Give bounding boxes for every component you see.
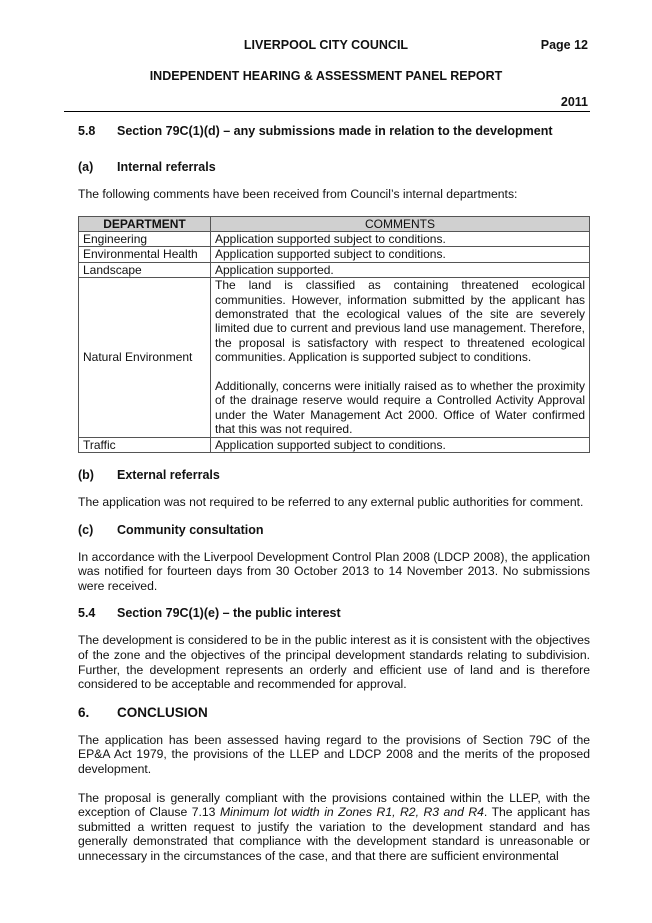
comment-cell: Application supported subject to conditions.: [211, 247, 590, 262]
subsection-title: Community consultation: [117, 522, 264, 537]
column-header-comments: COMMENTS: [211, 216, 590, 231]
table-row: [79, 262, 590, 277]
comment-paragraph: The land is classified as containing threatened ecological communities. However, information submitted by the applicant has demonstrated that the ecological values of the site are severely limited due to current and previous land use management. Therefore, the proposal is satisfactory with respect to threatened ecological communities. Application is supported subject to conditions.: [215, 278, 585, 365]
conclusion-text: . The applicant has submitted a written request to justify the variation to the development standard and has generally demonstrated that compliance with the development standard is unreasonable or unnecessary in the circumstances of the case, and that there are sufficient environmental: [78, 805, 590, 863]
section-number: 5.4: [78, 606, 96, 621]
section-number: 5.8: [78, 124, 96, 138]
department-cell: Traffic: [79, 437, 211, 452]
conclusion-paragraph-1: The application has been assessed having regard to the provisions of Section 79C of the EP&A Act 1979, the provisions of the LLEP and LDCP 2008 and the merits of the proposed development.: [78, 732, 590, 777]
section-5-8-heading: [78, 124, 590, 138]
department-cell: Landscape: [79, 262, 211, 277]
subsection-number: (c): [78, 522, 94, 537]
subsection-b-heading: [78, 468, 590, 482]
section-title: Section 79C(1)(e) – the public interest: [117, 606, 341, 621]
council-name: LIVERPOOL CITY COUNCIL: [243, 38, 409, 52]
header-divider: [64, 111, 590, 112]
comment-paragraph: Additionally, concerns were initially raised as to whether the proximity of the drainage reserve would require a Controlled Activity Approval under the Water Management Act 2000. Office of Water confirmed that this was not required.: [215, 379, 585, 437]
department-cell: Natural Environment: [79, 278, 211, 437]
subsection-number: (b): [78, 468, 94, 483]
conclusion-heading: [78, 705, 590, 720]
external-referrals-text: The application was not required to be referred to any external public authorities for comment.: [78, 495, 584, 510]
clause-title: Minimum lot width in Zones R1, R2, R3 and R4: [219, 805, 484, 820]
subsection-title: External referrals: [117, 468, 220, 483]
table-row: [79, 247, 590, 262]
section-title: CONCLUSION: [117, 704, 208, 720]
referrals-table: [78, 216, 590, 453]
public-interest-text: The development is considered to be in the public interest as it is consistent with the objectives of the zone and the objectives of the principal development standards relating to subdivision. Further, the development represents an orderly and efficient use of land and is therefore considered to be acceptable and recommended for approval.: [78, 633, 590, 692]
table-row: [79, 278, 590, 437]
report-body: [78, 124, 590, 864]
table-row: [79, 232, 590, 247]
report-title: INDEPENDENT HEARING & ASSESSMENT PANEL REPORT: [149, 69, 503, 83]
department-cell: Environmental Health: [79, 247, 211, 262]
comment-cell: [211, 278, 590, 437]
section-number: 6.: [78, 704, 90, 720]
subsection-a-heading: [78, 160, 590, 174]
report-year: 2011: [560, 95, 588, 109]
page-number: Page 12: [540, 38, 588, 52]
subsection-c-heading: [78, 523, 590, 537]
comment-cell: Application supported.: [211, 262, 590, 277]
conclusion-paragraph-2: [78, 791, 590, 864]
section-5-4-heading: [78, 606, 590, 620]
comment-cell: Application supported subject to conditions.: [211, 232, 590, 247]
community-consultation-text: In accordance with the Liverpool Development Control Plan 2008 (LDCP 2008), the application was notified for fourteen days from 30 October 2013 to 14 November 2013. No submissions were received.: [78, 549, 590, 593]
section-title: Section 79C(1)(d) – any submissions made in relation to the development: [117, 124, 553, 138]
conclusion-text: The proposal is generally compliant with the provisions contained within the LLEP, with the exception of Clause 7.13: [78, 790, 590, 820]
table-header-row: [79, 216, 590, 231]
department-cell: Engineering: [79, 232, 211, 247]
internal-referrals-intro: The following comments have been received from Council’s internal departments:: [78, 187, 518, 201]
column-header-department: DEPARTMENT: [79, 216, 211, 231]
subsection-number: (a): [78, 160, 94, 174]
subsection-title: Internal referrals: [117, 160, 216, 174]
comment-cell: Application supported subject to conditions.: [211, 437, 590, 452]
table-row: [79, 437, 590, 452]
